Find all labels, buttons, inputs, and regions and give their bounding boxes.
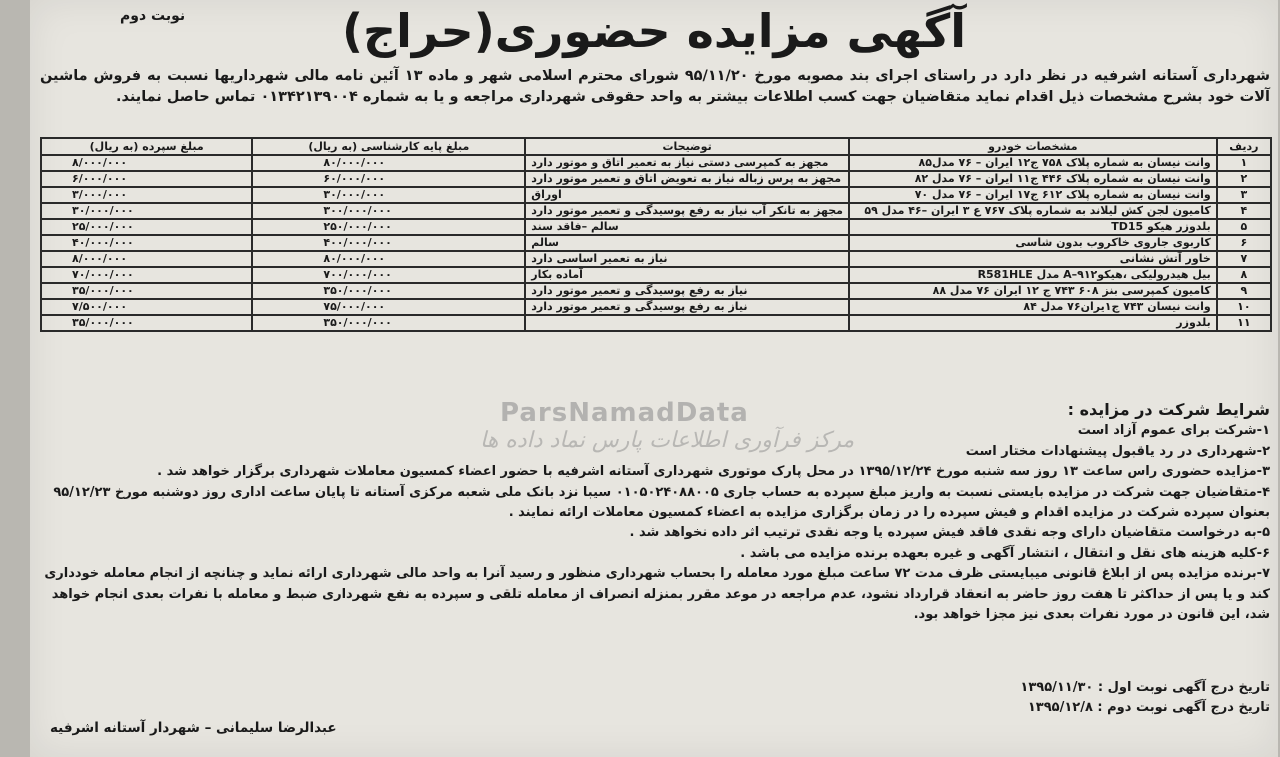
description: مجهز به کمپرسی دستی نیاز به تعمیر اتاق و موتور دارد: [525, 155, 849, 171]
base-price: ۷۵/۰۰۰/۰۰۰: [252, 299, 525, 315]
intro-paragraph: شهرداری آستانه اشرفیه در نظر دارد در راستای اجرای بند مصوبه مورخ ۹۵/۱۱/۲۰ شورای محترم اسلامی شهر و ماده ۱۳ آئین نامه مالی شهرداریها نسبت به فروش ماشین آلات خود بشرح مشخصات ذیل اقدام نماید متقاضیان جهت کسب اطلاعات بیشتر به واحد حقوقی شهرداری مراجعه و یا به شماره ۰۱۳۴۲۱۳۹۰۰۴ تماس حاصل نمایند.: [40, 68, 1270, 105]
row-number: ۱۰: [1217, 299, 1271, 315]
row-number: ۹: [1217, 283, 1271, 299]
deposit: ۳۰/۰۰۰/۰۰۰: [41, 203, 252, 219]
table-row: [41, 299, 1271, 315]
description: مجهز به تانکر آب نیاز به رفع پوسیدگی و تعمیر موتور دارد: [525, 203, 849, 219]
row-number: ۲: [1217, 171, 1271, 187]
row-number: ۱: [1217, 155, 1271, 171]
header-deposit: مبلغ سپرده (به ریال): [41, 138, 252, 155]
header-base-price: مبلغ پایه کارشناسی (به ریال): [252, 138, 525, 155]
table-row: [41, 219, 1271, 235]
condition-item: ۱-شرکت برای عموم آزاد است: [1077, 423, 1270, 439]
table-header-row: [41, 138, 1271, 155]
base-price: ۳۰/۰۰۰/۰۰۰: [252, 187, 525, 203]
deposit: ۲۵/۰۰۰/۰۰۰: [41, 219, 252, 235]
table-row: [41, 187, 1271, 203]
table-row: [41, 315, 1271, 331]
deposit: ۷۰/۰۰۰/۰۰۰: [41, 267, 252, 283]
row-number: ۴: [1217, 203, 1271, 219]
deposit: ۶/۰۰۰/۰۰۰: [41, 171, 252, 187]
deposit: ۳/۰۰۰/۰۰۰: [41, 187, 252, 203]
deposit: ۸/۰۰۰/۰۰۰: [41, 251, 252, 267]
newspaper-clipping: [30, 0, 1278, 757]
watermark: ParsNamadData: [500, 398, 749, 428]
description: مجهز به پرس زباله نیاز به تعویض اتاق و تعمیر موتور دارد: [525, 171, 849, 187]
description: سالم –فاقد سند: [525, 219, 849, 235]
header-vehicle-spec: مشخصات خودرو: [849, 138, 1217, 155]
row-number: ۸: [1217, 267, 1271, 283]
base-price: ۶۰/۰۰۰/۰۰۰: [252, 171, 525, 187]
table-row: [41, 203, 1271, 219]
vehicle-spec: کامیون کمپرسی بنز ۶۰۸ ۷۴۳ ج ۱۲ ایران ۷۶ مدل ۸۸: [849, 283, 1217, 299]
deposit: ۸/۰۰۰/۰۰۰: [41, 155, 252, 171]
description: نیاز به رفع پوسیدگی و تعمیر موتور دارد: [525, 283, 849, 299]
condition-item: ۵-به درخواست متقاضیان دارای وجه نقدی فاقد فیش سپرده یا وجه نقدی ترتیب اثر داده نخواهد شد .: [629, 525, 1270, 541]
description: آماده بکار: [525, 267, 849, 283]
vehicle-spec: بلدوزر: [849, 315, 1217, 331]
round-badge: نوبت دوم: [120, 8, 186, 24]
signature: عبدالرضا سلیمانی – شهردار آستانه اشرفیه: [50, 720, 337, 736]
condition-item: ۳-مزایده حضوری راس ساعت ۱۳ روز سه شنبه مورخ ۱۳۹۵/۱۲/۲۴ در محل پارک موتوری شهرداری آستانه اشرفیه با حضور اعضاء کمسیون معاملات شهرداری برگزار خواهد شد .: [157, 464, 1270, 480]
description: سالم: [525, 235, 849, 251]
condition-item: ۶-کلیه هزینه های نقل و انتقال ، انتشار آگهی و غیره بعهده برنده مزایده می باشد .: [740, 545, 1270, 561]
header-description: توضیحات: [525, 138, 849, 155]
base-price: ۳۵۰/۰۰۰/۰۰۰: [252, 315, 525, 331]
vehicle-spec: وانت نیسان به شماره پلاک ۴۴۶ ج۱۱ ایران – ۷۶ مدل ۸۲: [849, 171, 1217, 187]
base-price: ۴۰۰/۰۰۰/۰۰۰: [252, 235, 525, 251]
condition-item: ۲-شهرداری در رد یاقبول پیشنهادات مختار است: [965, 443, 1270, 459]
row-number: ۵: [1217, 219, 1271, 235]
table-row: [41, 171, 1271, 187]
vehicle-spec: کاربوی جاروی خاکروب بدون شاسی: [849, 235, 1217, 251]
first-publication-date: تاریخ درج آگهی نوبت اول : ۱۳۹۵/۱۱/۳۰: [1020, 680, 1270, 695]
row-number: ۳: [1217, 187, 1271, 203]
table-row: [41, 251, 1271, 267]
deposit: ۴۰/۰۰۰/۰۰۰: [41, 235, 252, 251]
vehicles-table: [40, 137, 1272, 332]
base-price: ۳۰۰/۰۰۰/۰۰۰: [252, 203, 525, 219]
base-price: ۸۰/۰۰۰/۰۰۰: [252, 251, 525, 267]
table-row: [41, 155, 1271, 171]
watermark-persian: مرکز فرآوری اطلاعات پارس نماد داده ها: [480, 428, 855, 453]
condition-item: ۴-متقاضیان جهت شرکت در مزایده بایستی نسبت به واریز مبلغ سپرده به حساب جاری ۰۱۰۵۰۲۴۰۸۸۰۰۵ سیبا نزد بانک ملی شعبه مرکزی آستانه تا پایان ساعت اداری روز دوشنبه مورخ ۹۵/۱۲/۲۳ بعنوان سپرده شرکت در مزایده اقدام و فیش سپرده را در زمان برگزاری مزایده به اعضاء کمسیون معاملات ارائه نمایند .: [53, 484, 1270, 521]
table-row: [41, 235, 1271, 251]
description: نیاز به رفع پوسیدگی و تعمیر موتور دارد: [525, 299, 849, 315]
vehicle-spec: وانت نیسان به شماره پلاک ۶۱۲ ج۱۷ ایران – ۷۶ مدل ۷۰: [849, 187, 1217, 203]
base-price: ۷۰۰/۰۰۰/۰۰۰: [252, 267, 525, 283]
description: نیاز به تعمیر اساسی دارد: [525, 251, 849, 267]
conditions-section: [40, 400, 1270, 625]
page-title: آگهی مزایده حضوری(حراج): [341, 4, 966, 58]
vehicle-spec: بیل هیدرولیکی ،هیکو۹۱۲–A مدل R581HLE: [849, 267, 1217, 283]
row-number: ۱۱: [1217, 315, 1271, 331]
vehicle-spec: وانت نیسان ۷۴۳ ج۱یران۷۶ مدل ۸۴: [849, 299, 1217, 315]
description: اوراق: [525, 187, 849, 203]
base-price: ۸۰/۰۰۰/۰۰۰: [252, 155, 525, 171]
table-row: [41, 267, 1271, 283]
vehicle-spec: وانت نیسان به شماره پلاک ۷۵۸ ج۱۲ ایران – ۷۶ مدل۸۵: [849, 155, 1217, 171]
vehicle-spec: خاور آتش نشانی: [849, 251, 1217, 267]
second-publication-date: تاریخ درج آگهی نوبت دوم : ۱۳۹۵/۱۲/۸: [1027, 700, 1270, 715]
header-row-number: ردیف: [1217, 138, 1271, 155]
vehicle-spec: بلدوزر هیکو TD15: [849, 219, 1217, 235]
row-number: ۶: [1217, 235, 1271, 251]
condition-item: ۷-برنده مزایده پس از ابلاغ قانونی میبایستی ظرف مدت ۷۲ ساعت مبلغ مورد معامله را بحساب شهرداری منظور و رسید آنرا به واحد مالی شهرداری ارائه نماید و چنانچه از انجام معامله خودداری کند و یا پس از حداکثر تا هفت روز حاضر به انعقاد قرارداد نشود، عدم مراجعه در موعد مقرر بمنزله انصراف از معامله تلقی و سپرده به نفع شهرداری ضبط و معامله با نفرات بعدی انجام خواهد شد، این قانون در مورد نفرات بعدی نیز مجزا خواهد بود.: [44, 566, 1270, 623]
publication-dates: [1020, 678, 1270, 718]
row-number: ۷: [1217, 251, 1271, 267]
base-price: ۲۵۰/۰۰۰/۰۰۰: [252, 219, 525, 235]
base-price: ۳۵۰/۰۰۰/۰۰۰: [252, 283, 525, 299]
conditions-heading: شرایط شرکت در مزایده :: [1067, 400, 1270, 419]
vehicle-spec: کامیون لجن کش لیلاند به شماره پلاک ۷۶۷ ع ۳ ایران –۴۶ مدل ۵۹: [849, 203, 1217, 219]
deposit: ۷/۵۰۰/۰۰۰: [41, 299, 252, 315]
description: [525, 315, 849, 331]
deposit: ۳۵/۰۰۰/۰۰۰: [41, 283, 252, 299]
deposit: ۳۵/۰۰۰/۰۰۰: [41, 315, 252, 331]
table-row: [41, 283, 1271, 299]
